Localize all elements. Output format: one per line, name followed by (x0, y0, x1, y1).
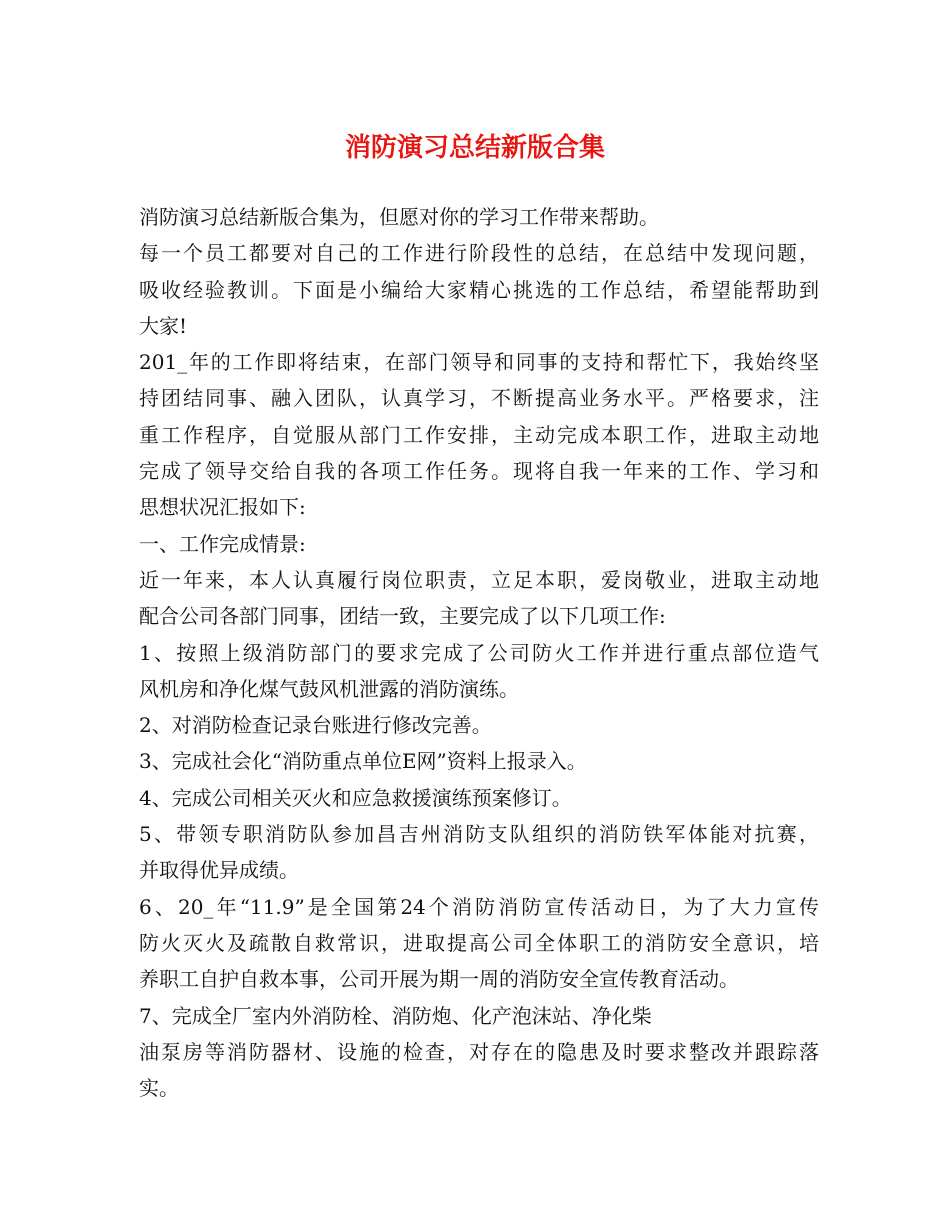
document-title: 消防演习总结新版合集 (344, 133, 605, 163)
list-item: 1、按照上级消防部门的要求完成了公司防火工作并进行重点部位造气 (139, 640, 819, 665)
list-item: 5、带领专职消防队参加昌吉州消防支队组织的消防铁军体能对抗赛， (139, 822, 819, 847)
body-line: 吸收经验教训。下面是小编给大家精心挑选的工作总结，希望能帮助到 (139, 277, 819, 302)
body-line: 持团结同事、融入团队，认真学习，不断提高业务水平。严格要求，注 (139, 386, 819, 411)
body-line: 消防演习总结新版合集为，但愿对你的学习工作带来帮助。 (139, 205, 659, 229)
list-item: 4、完成公司相关灭火和应急救援演练预案修订。 (139, 785, 572, 810)
list-item-continuation: 并取得优异成绩。 (139, 858, 299, 883)
body-line: 完成了领导交给自我的各项工作任务。现将自我一年来的工作、学习和 (139, 459, 819, 484)
body-line: 每一个员工都要对自己的工作进行阶段性的总结，在总结中发现问题， (139, 241, 819, 266)
document-body (139, 199, 819, 1106)
body-line: 201_年的工作即将结束，在部门领导和同事的支持和帮忙下，我始终坚 (139, 350, 819, 375)
list-item: 3、完成社会化“消防重点单位E网”资料上报录入。 (139, 749, 587, 774)
list-item-continuation: 油泵房等消防器材、设施的检查，对存在的隐患及时要求整改并跟踪落 (139, 1039, 819, 1064)
body-line: 近一年来，本人认真履行岗位职责，立足本职，爱岗敬业，进取主动地 (139, 567, 819, 592)
section-heading: 一、工作完成情景: (139, 531, 306, 556)
list-item: 7、完成全厂室内外消防栓、消防炮、化产泡沫站、净化柴 (139, 1003, 652, 1028)
list-item-continuation: 实。 (139, 1076, 179, 1101)
body-line: 思想状况汇报如下: (139, 495, 306, 520)
list-item: 6、20_年“11.9”是全国第24个消防消防宣传活动日，为了大力宣传 (139, 894, 819, 919)
body-line: 配合公司各部门同事，团结一致，主要完成了以下几项工作: (139, 604, 666, 629)
body-line: 重工作程序，自觉服从部门工作安排，主动完成本职工作，进取主动地 (139, 422, 819, 447)
list-item-continuation: 养职工自护自救本事，公司开展为期一周的消防安全宣传教育活动。 (139, 967, 739, 992)
body-line: 大家! (139, 313, 188, 338)
list-item: 2、对消防检查记录台账进行修改完善。 (139, 713, 492, 738)
list-item-continuation: 风机房和净化煤气鼓风机泄露的消防演练。 (139, 676, 519, 701)
list-item-continuation: 防火灭火及疏散自救常识，进取提高公司全体职工的消防安全意识，培 (139, 930, 819, 955)
